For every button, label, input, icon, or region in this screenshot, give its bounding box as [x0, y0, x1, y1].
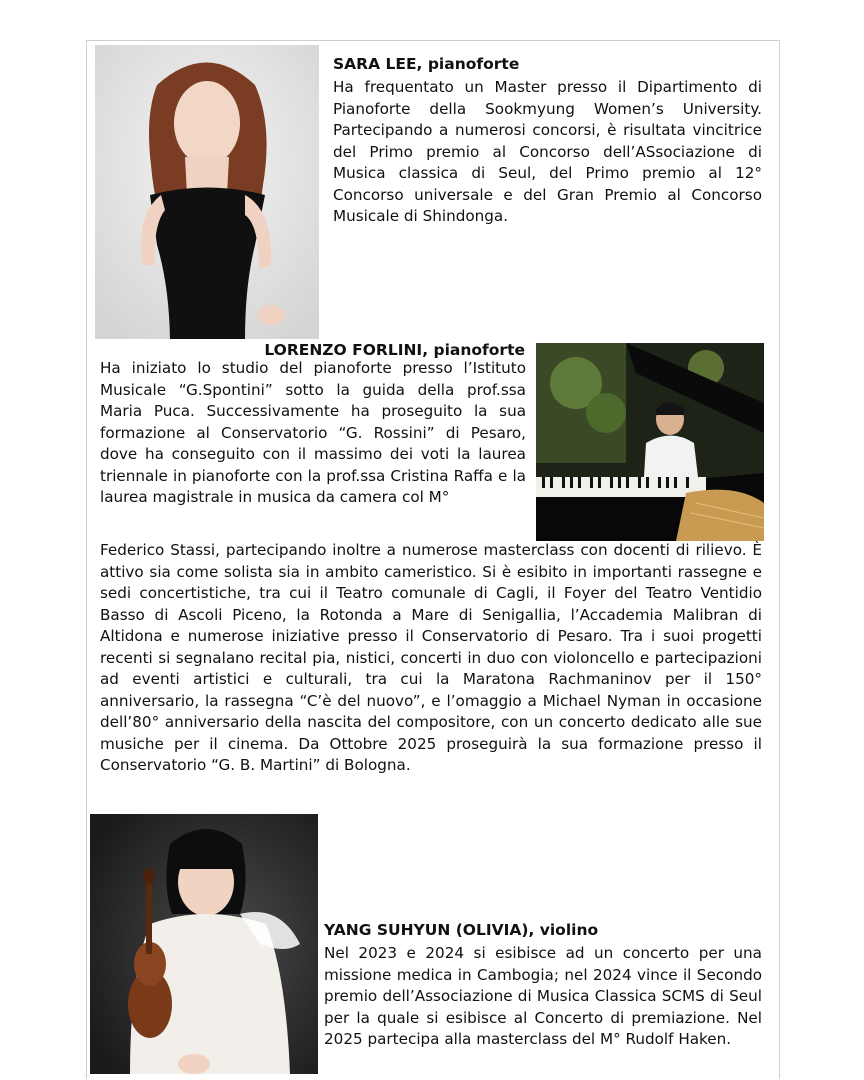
yang-suhyun-name: YANG SUHYUN (OLIVIA), violino	[324, 921, 599, 939]
lorenzo-forlini-bio-part1: Ha iniziato lo studio del pianoforte presso l’Istituto Musicale “G.Spontini” sotto la guida della prof.ssa Maria Puca. Successivamente ha proseguito la sua formazione al Conservatorio “G. Rossini” di Pesaro, dove ha conseguito con il massimo dei voti la laurea triennale in pianoforte con la prof.ssa Cristina Raffa e la laurea magistrale in musica da camera col M°	[100, 359, 526, 506]
lorenzo-forlini-piano-photo	[536, 343, 764, 541]
lorenzo-forlini-bio-part2: Federico Stassi, partecipando inoltre a numerose masterclass con docenti di rilievo. È attivo sia come solista sia in ambito cameristico. Si è esibito in importanti rassegne e sedi concertistiche, tra cui il Teatro comunale di Cagli, il Foyer del Teatro Ventidio Basso di Ascoli Piceno, la Rotonda a Mare di Senigallia, l’Accademia Malibran di Altidona e numerose iniziative presso il Conservatorio di Pesaro. Tra i suoi progetti recenti si segnalano recital pia, nistici, concerti in duo con violoncello e partecipazioni ad eventi artistici e culturali, tra cui la Maratona Rachmaninov per il 150° anniversario, la rassegna “C’è del nuovo”, e l’omaggio a Michael Nyman in occasione dell’80° anniversario della nascita del compositore, con un concerto dedicato alle sue musiche per il cinema. Da Ottobre 2025 proseguirà la sua formazione presso il Conservatorio “G. B. Martini” di Bologna.	[100, 541, 762, 774]
yang-suhyun-violin-photo	[90, 814, 318, 1074]
sara-lee-bio: Ha frequentato un Master presso il Dipartimento di Pianoforte della Sookmyung Women’s University. Partecipando a numerosi concorsi, è risultata vincitrice del Primo premio al Concorso dell’ASsociazione di Musica classica di Seul, del Primo premio al 12° Concorso universale e del Gran Premio al Concorso Musicale di Shindonga.	[333, 78, 762, 225]
sara-lee-name: SARA LEE, pianoforte	[333, 55, 520, 73]
yang-suhyun-bio: Nel 2023 e 2024 si esibisce ad un concerto per una missione medica in Cambogia; nel 2024 vince il Secondo premio dell’Associazione di Musica Classica SCMS di Seul per la quale si esibisce al Concerto di premiazione. Nel 2025 partecipa alla masterclass del M° Rudolf Haken.	[324, 944, 762, 1048]
sara-lee-portrait-photo	[95, 45, 319, 339]
lorenzo-forlini-name: LORENZO FORLINI, pianoforte	[264, 341, 525, 359]
